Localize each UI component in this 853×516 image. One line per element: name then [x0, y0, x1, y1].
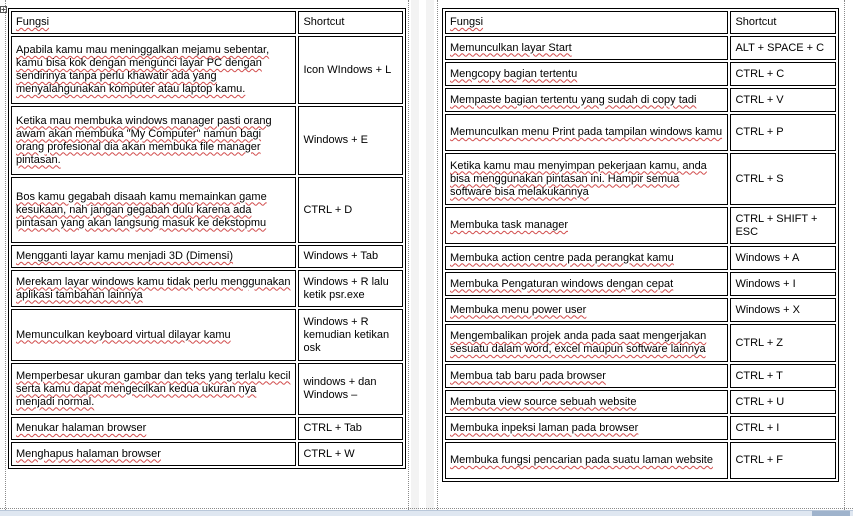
- table-row: [445, 442, 836, 479]
- header-shortcut[interactable]: Shortcut: [730, 11, 836, 34]
- function-cell[interactable]: Mengembalikan projek anda pada saat mengerjakan sesuatu dalam word, excel maupun software lainnya: [445, 324, 728, 362]
- header-function[interactable]: Fungsi: [11, 11, 296, 34]
- function-cell[interactable]: Membuka fungsi pencarian pada suatu laman website: [445, 442, 728, 479]
- table-row: [445, 246, 836, 270]
- header-function[interactable]: Fungsi: [445, 11, 728, 34]
- function-cell[interactable]: Menukar halaman browser: [11, 417, 296, 440]
- shortcut-cell[interactable]: Windows + A: [730, 246, 836, 270]
- function-cell[interactable]: Menghapus halaman browser: [11, 442, 296, 466]
- function-cell[interactable]: Bos kamu gegabah disaah kamu memainkan game kesukaan, nah jangan gegabah dulu karena ada pintasan yang akan langsung masuk ke dekstopmu: [11, 177, 296, 243]
- function-cell[interactable]: Membuka inpeksi laman pada browser: [445, 416, 728, 440]
- function-cell[interactable]: Ketika mau membuka windows manager pasti orang awam akan membuka "My Computer" namun bagi orang profesional dia akan membuka file manager pintasan.: [11, 106, 296, 175]
- table-row: [445, 364, 836, 388]
- text-boundary-guide: [437, 0, 438, 512]
- shortcut-cell[interactable]: Windows + Tab: [298, 245, 403, 268]
- shortcut-cell[interactable]: Windows + E: [298, 106, 403, 175]
- function-cell[interactable]: Membuka task manager: [445, 207, 728, 244]
- function-cell[interactable]: Memunculkan layar Start: [445, 36, 728, 60]
- function-cell[interactable]: Mengganti layar kamu menjadi 3D (Dimensi): [11, 245, 296, 268]
- table-row: [445, 298, 836, 322]
- shortcut-cell[interactable]: CTRL + Tab: [298, 417, 403, 440]
- table-row: [445, 114, 836, 151]
- table-row: [11, 309, 403, 361]
- shortcut-cell[interactable]: Windows + I: [730, 272, 836, 296]
- table-row: [445, 88, 836, 112]
- function-cell[interactable]: Apabila kamu mau meninggalkan mejamu sebentar, kamu bisa kok dengan mengunci layar PC dengan sendirinya tanpa perlu khawatir ada yang menyalahgunakan komputer atau laptop kamu.: [11, 36, 296, 104]
- shortcut-table-right: [442, 8, 839, 482]
- shortcut-cell[interactable]: Windows + R kemudian ketikan osk: [298, 309, 403, 361]
- function-cell[interactable]: Membuka action centre pada perangkat kamu: [445, 246, 728, 270]
- table-row: [11, 363, 403, 415]
- table-row: [11, 36, 403, 104]
- scrollbar-thumb[interactable]: [812, 511, 850, 516]
- function-cell[interactable]: Merekam layar windows kamu tidak perlu menggunakan aplikasi tambahan lainnya: [11, 270, 296, 307]
- table-row: [445, 272, 836, 296]
- text-boundary-guide: [0, 508, 853, 509]
- shortcut-cell[interactable]: Windows + X: [730, 298, 836, 322]
- shortcut-cell[interactable]: Windows + R lalu ketik psr.exe: [298, 270, 403, 307]
- shortcut-cell[interactable]: windows + dan Windows –: [298, 363, 403, 415]
- function-cell[interactable]: Memunculkan keyboard virtual dilayar kamu: [11, 309, 296, 361]
- shortcut-cell[interactable]: Icon WIndows + L: [298, 36, 403, 104]
- table-row: [445, 207, 836, 244]
- table-row: [445, 390, 836, 414]
- table-row: [11, 417, 403, 440]
- text-boundary-guide: [5, 0, 6, 512]
- shortcut-cell[interactable]: ALT + SPACE + C: [730, 36, 836, 60]
- shortcut-cell[interactable]: CTRL + Z: [730, 324, 836, 362]
- shortcut-cell[interactable]: CTRL + SHIFT + ESC: [730, 207, 836, 244]
- horizontal-scrollbar[interactable]: [0, 510, 853, 516]
- table-header-row: [11, 11, 403, 34]
- function-cell[interactable]: Membuta view source sebuah website: [445, 390, 728, 414]
- shortcut-cell[interactable]: CTRL + U: [730, 390, 836, 414]
- table-row: [445, 324, 836, 362]
- text-boundary-guide: [844, 0, 845, 512]
- shortcut-cell[interactable]: CTRL + P: [730, 114, 836, 151]
- shortcut-cell[interactable]: CTRL + F: [730, 442, 836, 479]
- function-cell[interactable]: Membua tab baru pada browser: [445, 364, 728, 388]
- table-row: [11, 442, 403, 466]
- shortcut-cell[interactable]: CTRL + C: [730, 62, 836, 86]
- table-row: [11, 177, 403, 243]
- shortcut-table-left: [8, 8, 406, 469]
- table-row: [445, 416, 836, 440]
- table-row: [11, 106, 403, 175]
- table-row: [11, 270, 403, 307]
- shortcut-cell[interactable]: CTRL + S: [730, 153, 836, 205]
- shortcut-cell[interactable]: CTRL + W: [298, 442, 403, 466]
- function-cell[interactable]: Membuka Pengaturan windows dengan cepat: [445, 272, 728, 296]
- shortcut-cell[interactable]: CTRL + D: [298, 177, 403, 243]
- function-cell[interactable]: Memunculkan menu Print pada tampilan windows kamu: [445, 114, 728, 151]
- function-cell[interactable]: Memperbesar ukuran gambar dan teks yang terlalu kecil serta kamu dapat mengecilkan kedua ukuran nya menjadi normal.: [11, 363, 296, 415]
- table-row: [445, 153, 836, 205]
- function-cell[interactable]: Ketika kamu mau menyimpan pekerjaan kamu, anda bisa menggunakan pintasan ini. Hampir semua software bisa melakukannya: [445, 153, 728, 205]
- shortcut-cell[interactable]: CTRL + T: [730, 364, 836, 388]
- shortcut-cell[interactable]: CTRL + V: [730, 88, 836, 112]
- shortcut-cell[interactable]: CTRL + I: [730, 416, 836, 440]
- table-header-row: [445, 11, 836, 34]
- header-shortcut[interactable]: Shortcut: [298, 11, 403, 34]
- text-boundary-guide: [408, 0, 409, 512]
- function-cell[interactable]: Mengcopy bagian tertentu: [445, 62, 728, 86]
- table-row: [11, 245, 403, 268]
- table-row: [445, 36, 836, 60]
- page-gap-left: [411, 0, 419, 516]
- function-cell[interactable]: Mempaste bagian tertentu yang sudah di copy tadi: [445, 88, 728, 112]
- page-gap-right: [426, 0, 434, 516]
- table-row: [445, 62, 836, 86]
- function-cell[interactable]: Membuka menu power user: [445, 298, 728, 322]
